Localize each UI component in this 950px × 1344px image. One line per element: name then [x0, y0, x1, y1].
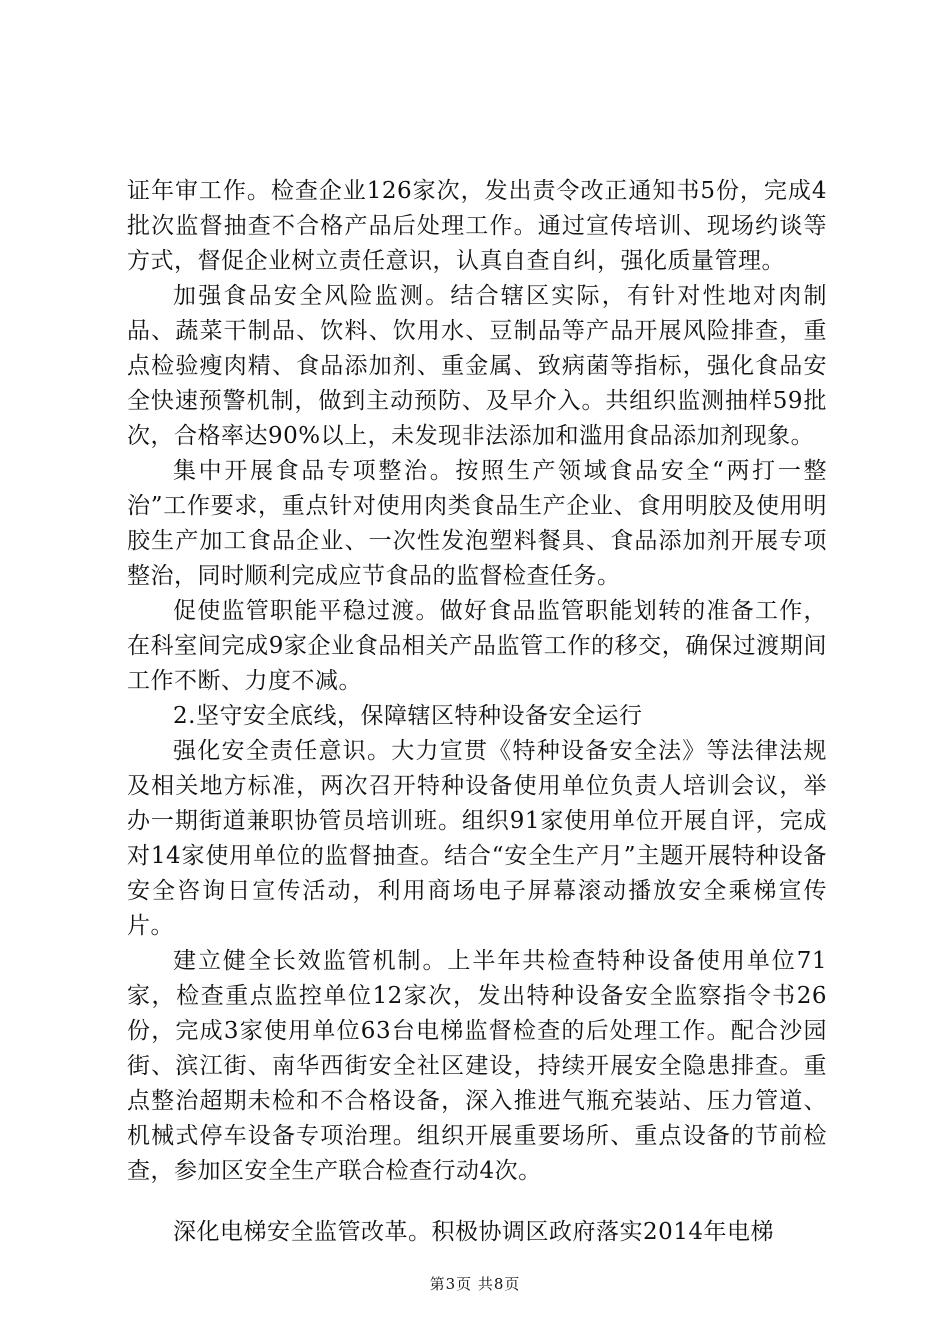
paragraph-elevator-reform: 深化电梯安全监管改革。积极协调区政府落实2014年电梯: [173, 1219, 775, 1245]
paragraph-food-special-rectification: 集中开展食品专项整治。按照生产领域食品安全“两打一整治”工作要求，重点针对使用肉类食品生产企业、食用明胶及使用明胶生产加工食品企业、一次性发泡塑料餐具、食品添加剂开展专项整治，同时顺利完成应节食品的监督检查任务。: [127, 458, 827, 589]
paragraph-safety-responsibility: 强化安全责任意识。大力宣贯《特种设备安全法》等法律法规及相关地方标准，两次召开特种设备使用单位负责人培训会议，举办一期街道兼职协管员培训班。组织91家使用单位开展自评，完成对14家使用单位的监督抽查。结合“安全生产月”主题开展特种设备安全咨询日宣传活动，利用商场电子屏幕滚动播放安全乘梯宣传片。: [127, 738, 827, 939]
paragraph-food-risk-monitoring: 加强食品安全风险监测。结合辖区实际，有针对性地对肉制品、蔬菜干制品、饮料、饮用水、豆制品等产品开展风险排查，重点检验瘦肉精、食品添加剂、重金属、致病菌等指标，强化食品安全快速预警机制，做到主动预防、及早介入。共组织监测抽样59批次，合格率达90%以上，未发现非法添加和滥用食品添加剂现象。: [127, 283, 827, 449]
page-footer: 第3页 共8页: [429, 1275, 521, 1293]
paragraph-function-transition: 促使监管职能平稳过渡。做好食品监管职能划转的准备工作，在科室间完成9家企业食品相关产品监管工作的移交，确保过渡期间工作不断、力度不减。: [127, 598, 827, 694]
paragraph-long-term-mechanism: 建立健全长效监管机制。上半年共检查特种设备使用单位71家，检查重点监控单位12家次，发出特种设备安全监察指令书26份，完成3家使用单位63台电梯监督检查的后处理工作。配合沙园街、滨江街、南华西街安全社区建设，持续开展安全隐患排查。重点整治超期未检和不合格设备，深入推进气瓶充装站、压力管道、机械式停车设备专项治理。组织开展重要场所、重点设备的节前检查，参加区安全生产联合检查行动4次。: [127, 948, 827, 1184]
document-body: [127, 174, 827, 1250]
section-heading: 2.坚守安全底线，保障辖区特种设备安全运行: [173, 703, 643, 729]
paragraph-continuation: 证年审工作。检查企业126家次，发出责令改正通知书5份，完成4批次监督抽查不合格产品后处理工作。通过宣传培训、现场约谈等方式，督促企业树立责任意识，认真自查自纠，强化质量管理。: [127, 178, 827, 274]
